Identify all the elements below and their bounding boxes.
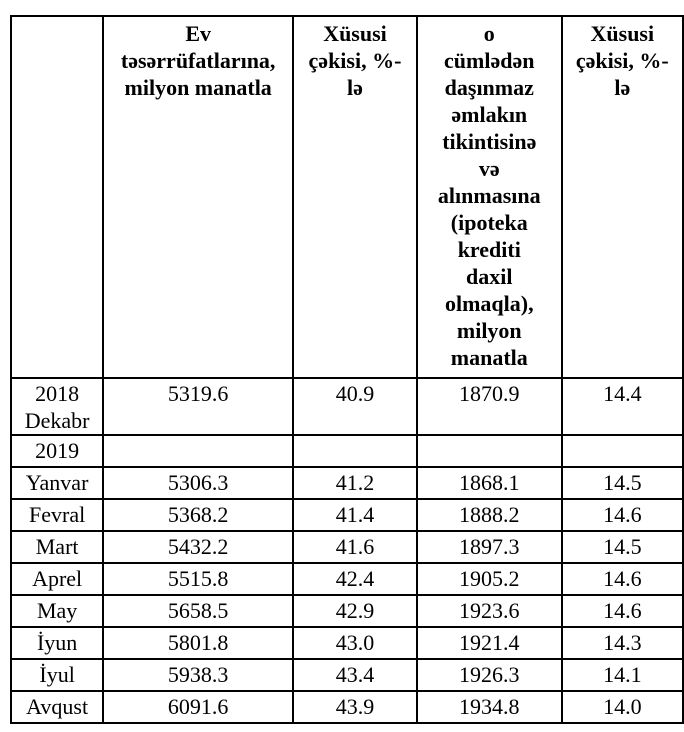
value-cell: 42.9 — [293, 595, 417, 627]
value-cell: 43.4 — [293, 659, 417, 691]
table-row-iyul — [11, 659, 683, 691]
value-cell: 41.2 — [293, 467, 417, 499]
period-cell: Avqust — [11, 691, 103, 723]
value-cell — [562, 435, 683, 467]
value-cell: 5938.3 — [103, 659, 293, 691]
period-cell: 2019 — [11, 435, 103, 467]
period-cell: Fevral — [11, 499, 103, 531]
header-row — [11, 16, 683, 378]
period-cell: İyun — [11, 627, 103, 659]
header-share-total: Xüsusi çəkisi, %-lə — [293, 16, 417, 378]
value-cell: 1870.9 — [417, 378, 562, 435]
value-cell: 5306.3 — [103, 467, 293, 499]
value-cell: 1926.3 — [417, 659, 562, 691]
header-real-estate-mortgage: o cümlədən daşınmaz əmlakın tikintisinə və alınmasına (ipoteka krediti daxil olmaqla), milyon manatla — [417, 16, 562, 378]
value-cell: 1934.8 — [417, 691, 562, 723]
value-cell: 1897.3 — [417, 531, 562, 563]
value-cell: 14.1 — [562, 659, 683, 691]
value-cell: 14.6 — [562, 499, 683, 531]
value-cell: 5368.2 — [103, 499, 293, 531]
table-row-yanvar — [11, 467, 683, 499]
period-cell: İyul — [11, 659, 103, 691]
value-cell: 5801.8 — [103, 627, 293, 659]
value-cell: 1905.2 — [417, 563, 562, 595]
value-cell — [417, 435, 562, 467]
header-households-total: Ev təsərrüfatlarına, milyon manatla — [103, 16, 293, 378]
value-cell: 41.4 — [293, 499, 417, 531]
value-cell: 41.6 — [293, 531, 417, 563]
period-cell: May — [11, 595, 103, 627]
value-cell: 14.0 — [562, 691, 683, 723]
value-cell: 1868.1 — [417, 467, 562, 499]
value-cell: 1888.2 — [417, 499, 562, 531]
table-row-iyun — [11, 627, 683, 659]
value-cell — [293, 435, 417, 467]
value-cell — [103, 435, 293, 467]
table-row-2019 — [11, 435, 683, 467]
household-loans-table — [10, 15, 684, 724]
value-cell: 5319.6 — [103, 378, 293, 435]
value-cell: 14.3 — [562, 627, 683, 659]
value-cell: 1923.6 — [417, 595, 562, 627]
value-cell: 5515.8 — [103, 563, 293, 595]
period-cell: Yanvar — [11, 467, 103, 499]
value-cell: 43.9 — [293, 691, 417, 723]
table-row-may — [11, 595, 683, 627]
value-cell: 5658.5 — [103, 595, 293, 627]
value-cell: 14.4 — [562, 378, 683, 435]
value-cell: 42.4 — [293, 563, 417, 595]
period-cell: Aprel — [11, 563, 103, 595]
table-row-fevral — [11, 499, 683, 531]
table-row-mart — [11, 531, 683, 563]
period-cell: 2018 Dekabr — [11, 378, 103, 435]
household-loans-table-container — [10, 15, 684, 724]
period-cell: Mart — [11, 531, 103, 563]
value-cell: 14.6 — [562, 563, 683, 595]
value-cell: 40.9 — [293, 378, 417, 435]
value-cell: 14.6 — [562, 595, 683, 627]
table-row-avqust — [11, 691, 683, 723]
table-row-2018-dekabr — [11, 378, 683, 435]
value-cell: 14.5 — [562, 467, 683, 499]
value-cell: 14.5 — [562, 531, 683, 563]
value-cell: 43.0 — [293, 627, 417, 659]
value-cell: 6091.6 — [103, 691, 293, 723]
value-cell: 1921.4 — [417, 627, 562, 659]
table-row-aprel — [11, 563, 683, 595]
header-period — [11, 16, 103, 378]
value-cell: 5432.2 — [103, 531, 293, 563]
header-share-real-estate: Xüsusi çəkisi, %-lə — [562, 16, 683, 378]
